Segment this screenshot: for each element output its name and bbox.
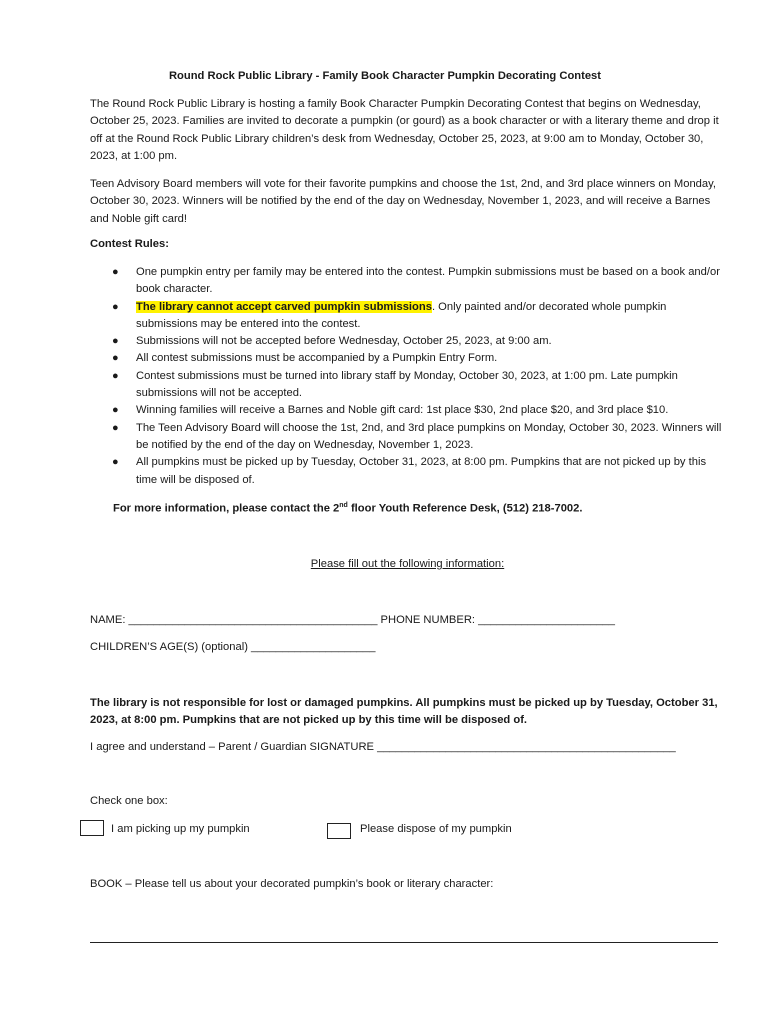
contact-info: For more information, please contact the 2nd floor Youth Reference Desk, (512) 218-7002. bbox=[113, 502, 583, 515]
name-phone-field[interactable]: NAME: ________________________________________ PHONE NUMBER: ______________________ bbox=[90, 614, 615, 626]
bullet-icon: ● bbox=[112, 352, 119, 365]
rule-item: ● Contest submissions must be turned into library staff by Monday, October 30, 2023, at 1:00 pm. Late pumpkin submissions will not be accepted. bbox=[112, 369, 678, 400]
bullet-icon: ● bbox=[112, 369, 119, 382]
rules-heading: Contest Rules: bbox=[90, 238, 169, 250]
check-box-heading: Check one box: bbox=[90, 795, 168, 807]
book-prompt: BOOK – Please tell us about your decorated pumpkin’s book or literary character: bbox=[90, 878, 494, 890]
bullet-icon: ● bbox=[112, 266, 119, 278]
pickup-label: I am picking up my pumpkin bbox=[111, 823, 250, 835]
intro-paragraph: The Round Rock Public Library is hosting a family Book Character Pumpkin Decorating Contest that begins on Wednesday, October 25, 2023. Families are invited to decorate a pumpkin (or gourd) as a book character or with a literary theme and drop it off at the Round Rock Public Library children’s desk from Wednesday, October 25, 2023, at 9:00 am to Monday, October 30, 2023, at 1:00 pm. bbox=[90, 98, 719, 162]
rule-item: ● The library cannot accept carved pumpkin submissions. Only painted and/or decorated whole pumpkin submissions may be entered into the contest. bbox=[112, 300, 667, 330]
bullet-icon: ● bbox=[112, 404, 119, 417]
children-age-field[interactable]: CHILDREN’S AGE(S) (optional) ____________________ bbox=[90, 641, 376, 653]
rule-item: ● The Teen Advisory Board will choose the 1st, 2nd, and 3rd place pumpkins on Monday, October 30, 2023. Winners will be notified by the end of the day on Wednesday, November 1, 2023. bbox=[112, 421, 722, 451]
signature-field[interactable]: I agree and understand – Parent / Guardian SIGNATURE ________________________________________________ bbox=[90, 741, 676, 753]
document-title: Round Rock Public Library - Family Book Character Pumpkin Decorating Contest bbox=[168, 70, 602, 82]
form-heading: Please fill out the following information: bbox=[310, 558, 505, 570]
bullet-icon: ● bbox=[112, 456, 119, 469]
dispose-label: Please dispose of my pumpkin bbox=[360, 823, 512, 835]
bullet-icon: ● bbox=[112, 300, 119, 313]
bullet-icon: ● bbox=[112, 335, 119, 348]
book-answer-line[interactable] bbox=[90, 942, 718, 943]
rule-item: ● All contest submissions must be accompanied by a Pumpkin Entry Form. bbox=[90, 350, 730, 367]
rule-item: ● Submissions will not be accepted before Wednesday, October 25, 2023, at 9:00 am. bbox=[90, 333, 730, 350]
dispose-checkbox[interactable] bbox=[327, 823, 351, 839]
rule-item: ● One pumpkin entry per family may be entered into the contest. Pumpkin submissions must be based on a book and/or book character. bbox=[112, 266, 720, 296]
voting-paragraph: Teen Advisory Board members will vote for their favorite pumpkins and choose the 1st, 2nd, and 3rd place winners on Monday, October 30, 2023. Winners will be notified by the end of the day on Wednesday, November 1, 2023, and will receive a Barnes and Noble gift card! bbox=[90, 178, 716, 225]
rule-item: ● Winning families will receive a Barnes and Noble gift card: 1st place $30, 2nd place $20, and 3rd place $10. bbox=[90, 402, 730, 419]
pickup-checkbox[interactable] bbox=[80, 820, 104, 836]
rules-list bbox=[90, 264, 730, 489]
highlighted-rule-text: The library cannot accept carved pumpkin submissions bbox=[136, 300, 432, 313]
bullet-icon: ● bbox=[112, 421, 119, 434]
disclaimer-paragraph: The library is not responsible for lost or damaged pumpkins. All pumpkins must be picked up by Tuesday, October 31, 2023, at 8:00 pm. Pumpkins that are not picked up by this time will be disposed of. bbox=[90, 697, 718, 727]
rule-item: ● All pumpkins must be picked up by Tuesday, October 31, 2023, at 8:00 pm. Pumpkins that are not picked up by this time will be disposed of. bbox=[112, 456, 707, 486]
